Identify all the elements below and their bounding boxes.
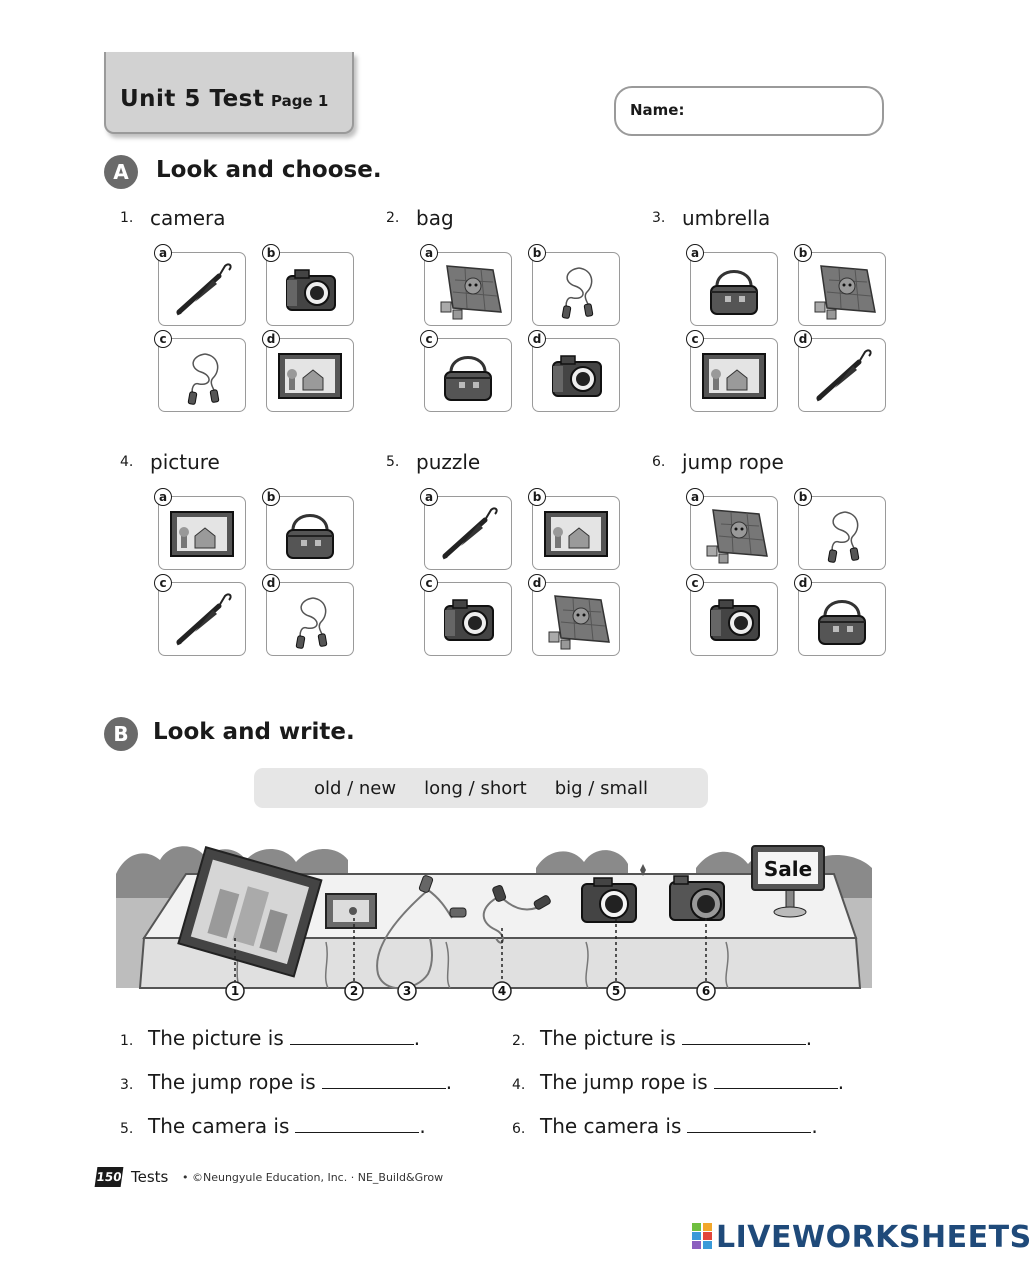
scene-marker-6: 6 — [701, 984, 711, 998]
section-a-badge: A — [104, 155, 138, 189]
option-a[interactable] — [424, 496, 512, 570]
option-letter: a — [686, 488, 704, 506]
bag-icon — [273, 502, 347, 564]
scene-marker-1: 1 — [230, 984, 240, 998]
umbrella-icon — [165, 588, 239, 650]
camera-icon — [697, 588, 771, 650]
liveworksheets-logo-icon — [692, 1223, 712, 1249]
option-c[interactable] — [158, 582, 246, 656]
question-number: 6. — [652, 454, 666, 470]
scene-marker-3: 3 — [402, 984, 412, 998]
picture-icon — [165, 502, 239, 564]
sentence-4 — [512, 1068, 844, 1094]
sentence-number: 6. — [512, 1121, 526, 1137]
sentence-end: . — [811, 1114, 818, 1138]
answer-blank[interactable] — [322, 1068, 446, 1089]
option-b[interactable] — [532, 252, 620, 326]
scene-marker-5: 5 — [611, 984, 621, 998]
option-letter: a — [154, 488, 172, 506]
sentence-text: The jump rope is — [540, 1070, 708, 1094]
question-number: 3. — [652, 210, 666, 226]
bag-icon — [697, 258, 771, 320]
option-a[interactable] — [690, 252, 778, 326]
question-word: puzzle — [416, 450, 481, 474]
option-letter: d — [528, 574, 546, 592]
bag-icon — [431, 344, 505, 406]
footer-copyright: • ©Neungyule Education, Inc. · NE_Build&Grow — [182, 1171, 444, 1184]
option-letter: d — [262, 330, 280, 348]
puzzle-icon — [431, 258, 505, 320]
camera-icon — [431, 588, 505, 650]
option-letter: b — [262, 244, 280, 262]
sentence-number: 1. — [120, 1033, 134, 1049]
sentence-number: 5. — [120, 1121, 134, 1137]
camera-icon — [539, 344, 613, 406]
section-a-title: Look and choose. — [156, 157, 382, 183]
option-d[interactable] — [266, 582, 354, 656]
word-bank-item: long / short — [424, 777, 527, 799]
sentence-text: The picture is — [540, 1026, 676, 1050]
answer-blank[interactable] — [714, 1068, 838, 1089]
sentence-1 — [120, 1024, 420, 1050]
option-letter: c — [686, 574, 704, 592]
option-d[interactable] — [532, 582, 620, 656]
option-letter: b — [262, 488, 280, 506]
jump-rope-icon — [539, 258, 613, 320]
question-number: 1. — [120, 210, 134, 226]
word-bank-item: big / small — [554, 777, 649, 799]
sentence-number: 4. — [512, 1077, 526, 1093]
option-c[interactable] — [424, 582, 512, 656]
sale-sign-text: Sale — [763, 857, 813, 881]
page-label: Page 1 — [271, 92, 329, 110]
old-camera — [670, 876, 724, 920]
answer-blank[interactable] — [290, 1024, 414, 1045]
bag-icon — [805, 588, 879, 650]
option-letter: a — [420, 488, 438, 506]
unit-title: Unit 5 Test — [120, 86, 265, 112]
sentence-text: The jump rope is — [148, 1070, 316, 1094]
question-word: bag — [416, 206, 454, 230]
picture-icon — [273, 344, 347, 406]
sentence-text: The camera is — [148, 1114, 290, 1138]
option-d[interactable] — [798, 338, 886, 412]
section-b-badge: B — [104, 717, 138, 751]
page-number-badge: 150 — [95, 1167, 124, 1187]
sentence-6 — [512, 1112, 818, 1138]
picture-icon — [697, 344, 771, 406]
option-letter: b — [528, 488, 546, 506]
sentence-end: . — [805, 1026, 813, 1050]
option-letter: d — [528, 330, 546, 348]
jump-rope-icon — [165, 344, 239, 406]
option-b[interactable] — [266, 252, 354, 326]
option-d[interactable] — [532, 338, 620, 412]
question-number: 5. — [386, 454, 400, 470]
question-word: camera — [150, 206, 226, 230]
jump-rope-icon — [273, 588, 347, 650]
question-word: umbrella — [682, 206, 771, 230]
option-b[interactable] — [532, 496, 620, 570]
option-letter: d — [794, 574, 812, 592]
word-bank-item: old / new — [313, 777, 397, 799]
option-letter: b — [794, 244, 812, 262]
question-number: 4. — [120, 454, 134, 470]
small-picture-frame — [326, 894, 376, 928]
liveworksheets-logo: LIVEWORKSHEETS — [716, 1220, 1032, 1255]
name-label: Name: — [630, 101, 685, 119]
option-d[interactable] — [266, 338, 354, 412]
option-d[interactable] — [798, 582, 886, 656]
scene-marker-4: 4 — [497, 984, 507, 998]
option-letter: c — [686, 330, 704, 348]
camera-icon — [273, 258, 347, 320]
option-c[interactable] — [690, 582, 778, 656]
option-c[interactable] — [690, 338, 778, 412]
sentence-2 — [512, 1024, 812, 1050]
jump-rope-icon — [805, 502, 879, 564]
sentence-number: 3. — [120, 1077, 134, 1093]
option-letter: d — [262, 574, 280, 592]
umbrella-icon — [165, 258, 239, 320]
question-number: 2. — [386, 210, 400, 226]
sentence-end: . — [419, 1114, 426, 1138]
question-word: jump rope — [682, 450, 784, 474]
puzzle-icon — [539, 588, 613, 650]
section-b-title: Look and write. — [153, 719, 355, 745]
option-a[interactable] — [158, 252, 246, 326]
option-letter: a — [686, 244, 704, 262]
option-letter: d — [794, 330, 812, 348]
option-c[interactable] — [424, 338, 512, 412]
sentence-3 — [120, 1068, 452, 1094]
option-letter: a — [154, 244, 172, 262]
option-c[interactable] — [158, 338, 246, 412]
question-word: picture — [150, 450, 220, 474]
picture-icon — [539, 502, 613, 564]
option-b[interactable] — [798, 496, 886, 570]
word-bank — [254, 768, 708, 808]
option-letter: a — [420, 244, 438, 262]
sale-table-scene — [116, 838, 872, 1008]
option-a[interactable] — [158, 496, 246, 570]
option-letter: c — [154, 330, 172, 348]
puzzle-icon — [805, 258, 879, 320]
answer-blank[interactable] — [687, 1112, 811, 1133]
sentence-end: . — [445, 1070, 453, 1094]
sentence-number: 2. — [512, 1033, 526, 1049]
sentence-5 — [120, 1112, 426, 1138]
option-letter: c — [154, 574, 172, 592]
option-letter: b — [528, 244, 546, 262]
option-letter: b — [794, 488, 812, 506]
scene-marker-2: 2 — [349, 984, 359, 998]
footer-tests: Tests — [131, 1168, 169, 1186]
sentence-end: . — [837, 1070, 845, 1094]
umbrella-icon — [805, 344, 879, 406]
option-a[interactable] — [690, 496, 778, 570]
puzzle-icon — [697, 502, 771, 564]
option-letter: c — [420, 574, 438, 592]
option-b[interactable] — [266, 496, 354, 570]
answer-blank[interactable] — [295, 1112, 419, 1133]
sentence-text: The picture is — [148, 1026, 284, 1050]
sentence-text: The camera is — [540, 1114, 682, 1138]
answer-blank[interactable] — [682, 1024, 806, 1045]
umbrella-icon — [431, 502, 505, 564]
sentence-end: . — [413, 1026, 421, 1050]
option-letter: c — [420, 330, 438, 348]
option-b[interactable] — [798, 252, 886, 326]
option-a[interactable] — [424, 252, 512, 326]
